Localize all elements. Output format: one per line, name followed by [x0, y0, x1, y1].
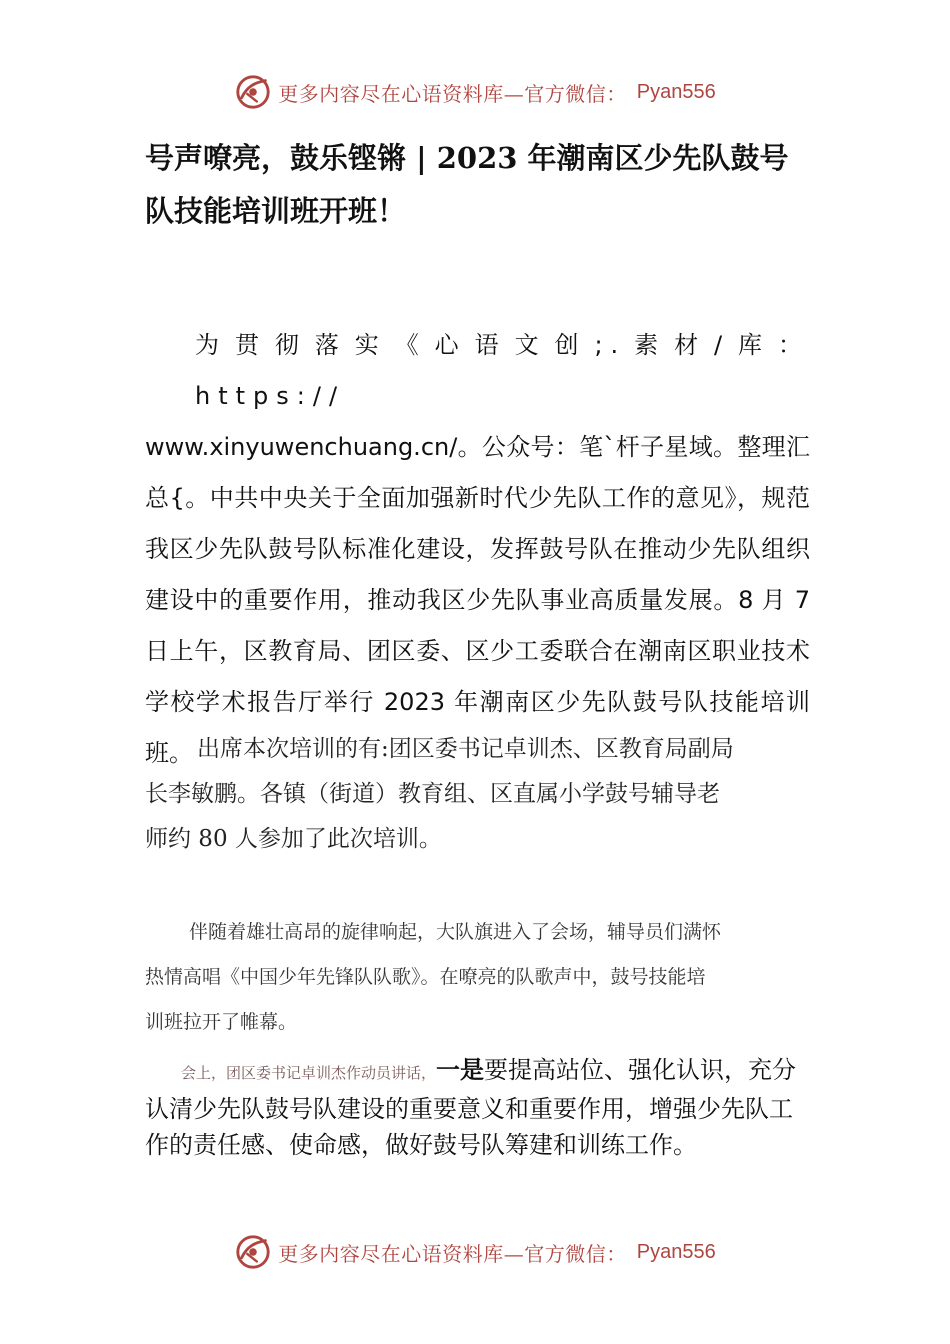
paragraph-opening-line: 伴随着雄壮高昂的旋律响起，大队旗进入了会场，辅导员们满怀 [189, 921, 722, 943]
banner-wechat-id: Pyan556 [636, 1240, 716, 1263]
logo-icon [234, 73, 272, 111]
paragraph-speech [145, 1052, 810, 1163]
banner-text: 更多内容尽在心语资料库—官方微信： [278, 1241, 627, 1266]
banner-wechat-id: Pyan556 [636, 80, 716, 103]
paragraph-intro [145, 320, 810, 779]
paragraph-attendees [145, 727, 805, 862]
paragraph-attendees-line: 师约 80 人参加了此次培训。 [145, 826, 442, 852]
paragraph-speech-lead: 会上，团区委书记卓训杰作动员讲话， [181, 1064, 437, 1082]
banner-text: 更多内容尽在心语资料库—官方微信： [278, 81, 627, 106]
paragraph-opening [145, 910, 807, 1045]
paragraph-opening-line: 训班拉开了帷幕。 [145, 1011, 298, 1033]
logo-icon [234, 1233, 272, 1271]
paragraph-speech-bold: 一是 [436, 1056, 485, 1084]
paragraph-speech-body: 要提高站位、强化认识，充分认清少先队鼓号队建设的重要意义和重要作用，增强少先队工作的责任感、使命感，做好鼓号队筹建和训练工作。 [145, 1056, 797, 1159]
header-watermark-banner [0, 72, 950, 112]
paragraph-attendees-line: 出席本次培训的有:团区委书记卓训杰、区教育局副局 [197, 736, 734, 762]
paragraph-attendees-line: 长李敏鹏。各镇（街道）教育组、区直属小学鼓号辅导老 [145, 781, 720, 807]
paragraph-opening-line: 热情高唱《中国少年先锋队队歌》。在嘹亮的队歌声中，鼓号技能培 [145, 966, 706, 988]
article-title: 号声嘹亮，鼓乐铿锵 | 2023 年潮南区少先队鼓号队技能培训班开班！ [145, 141, 789, 228]
footer-watermark-banner [0, 1232, 950, 1272]
paragraph-intro-body: www.xinyuwenchuang.cn/。公众号：笔`杆子星域。整理汇总{。中共中央关于全面加强新时代少先队工作的意见》，规范我区少先队鼓号队标准化建设，发挥鼓号队在推动少先队组织建设中的重要作用，推动我区少先队事业高质量发展。8 月 7 日上午，区教育局、团区委、区少工委联合在潮南区职业技术学校学术报告厅举行 2023 年潮南区少先队鼓号队技能培训班。 [145, 433, 810, 767]
paragraph-intro-first-line: 为贯彻落实《心语文创;.素材/库： https:// [195, 331, 810, 410]
